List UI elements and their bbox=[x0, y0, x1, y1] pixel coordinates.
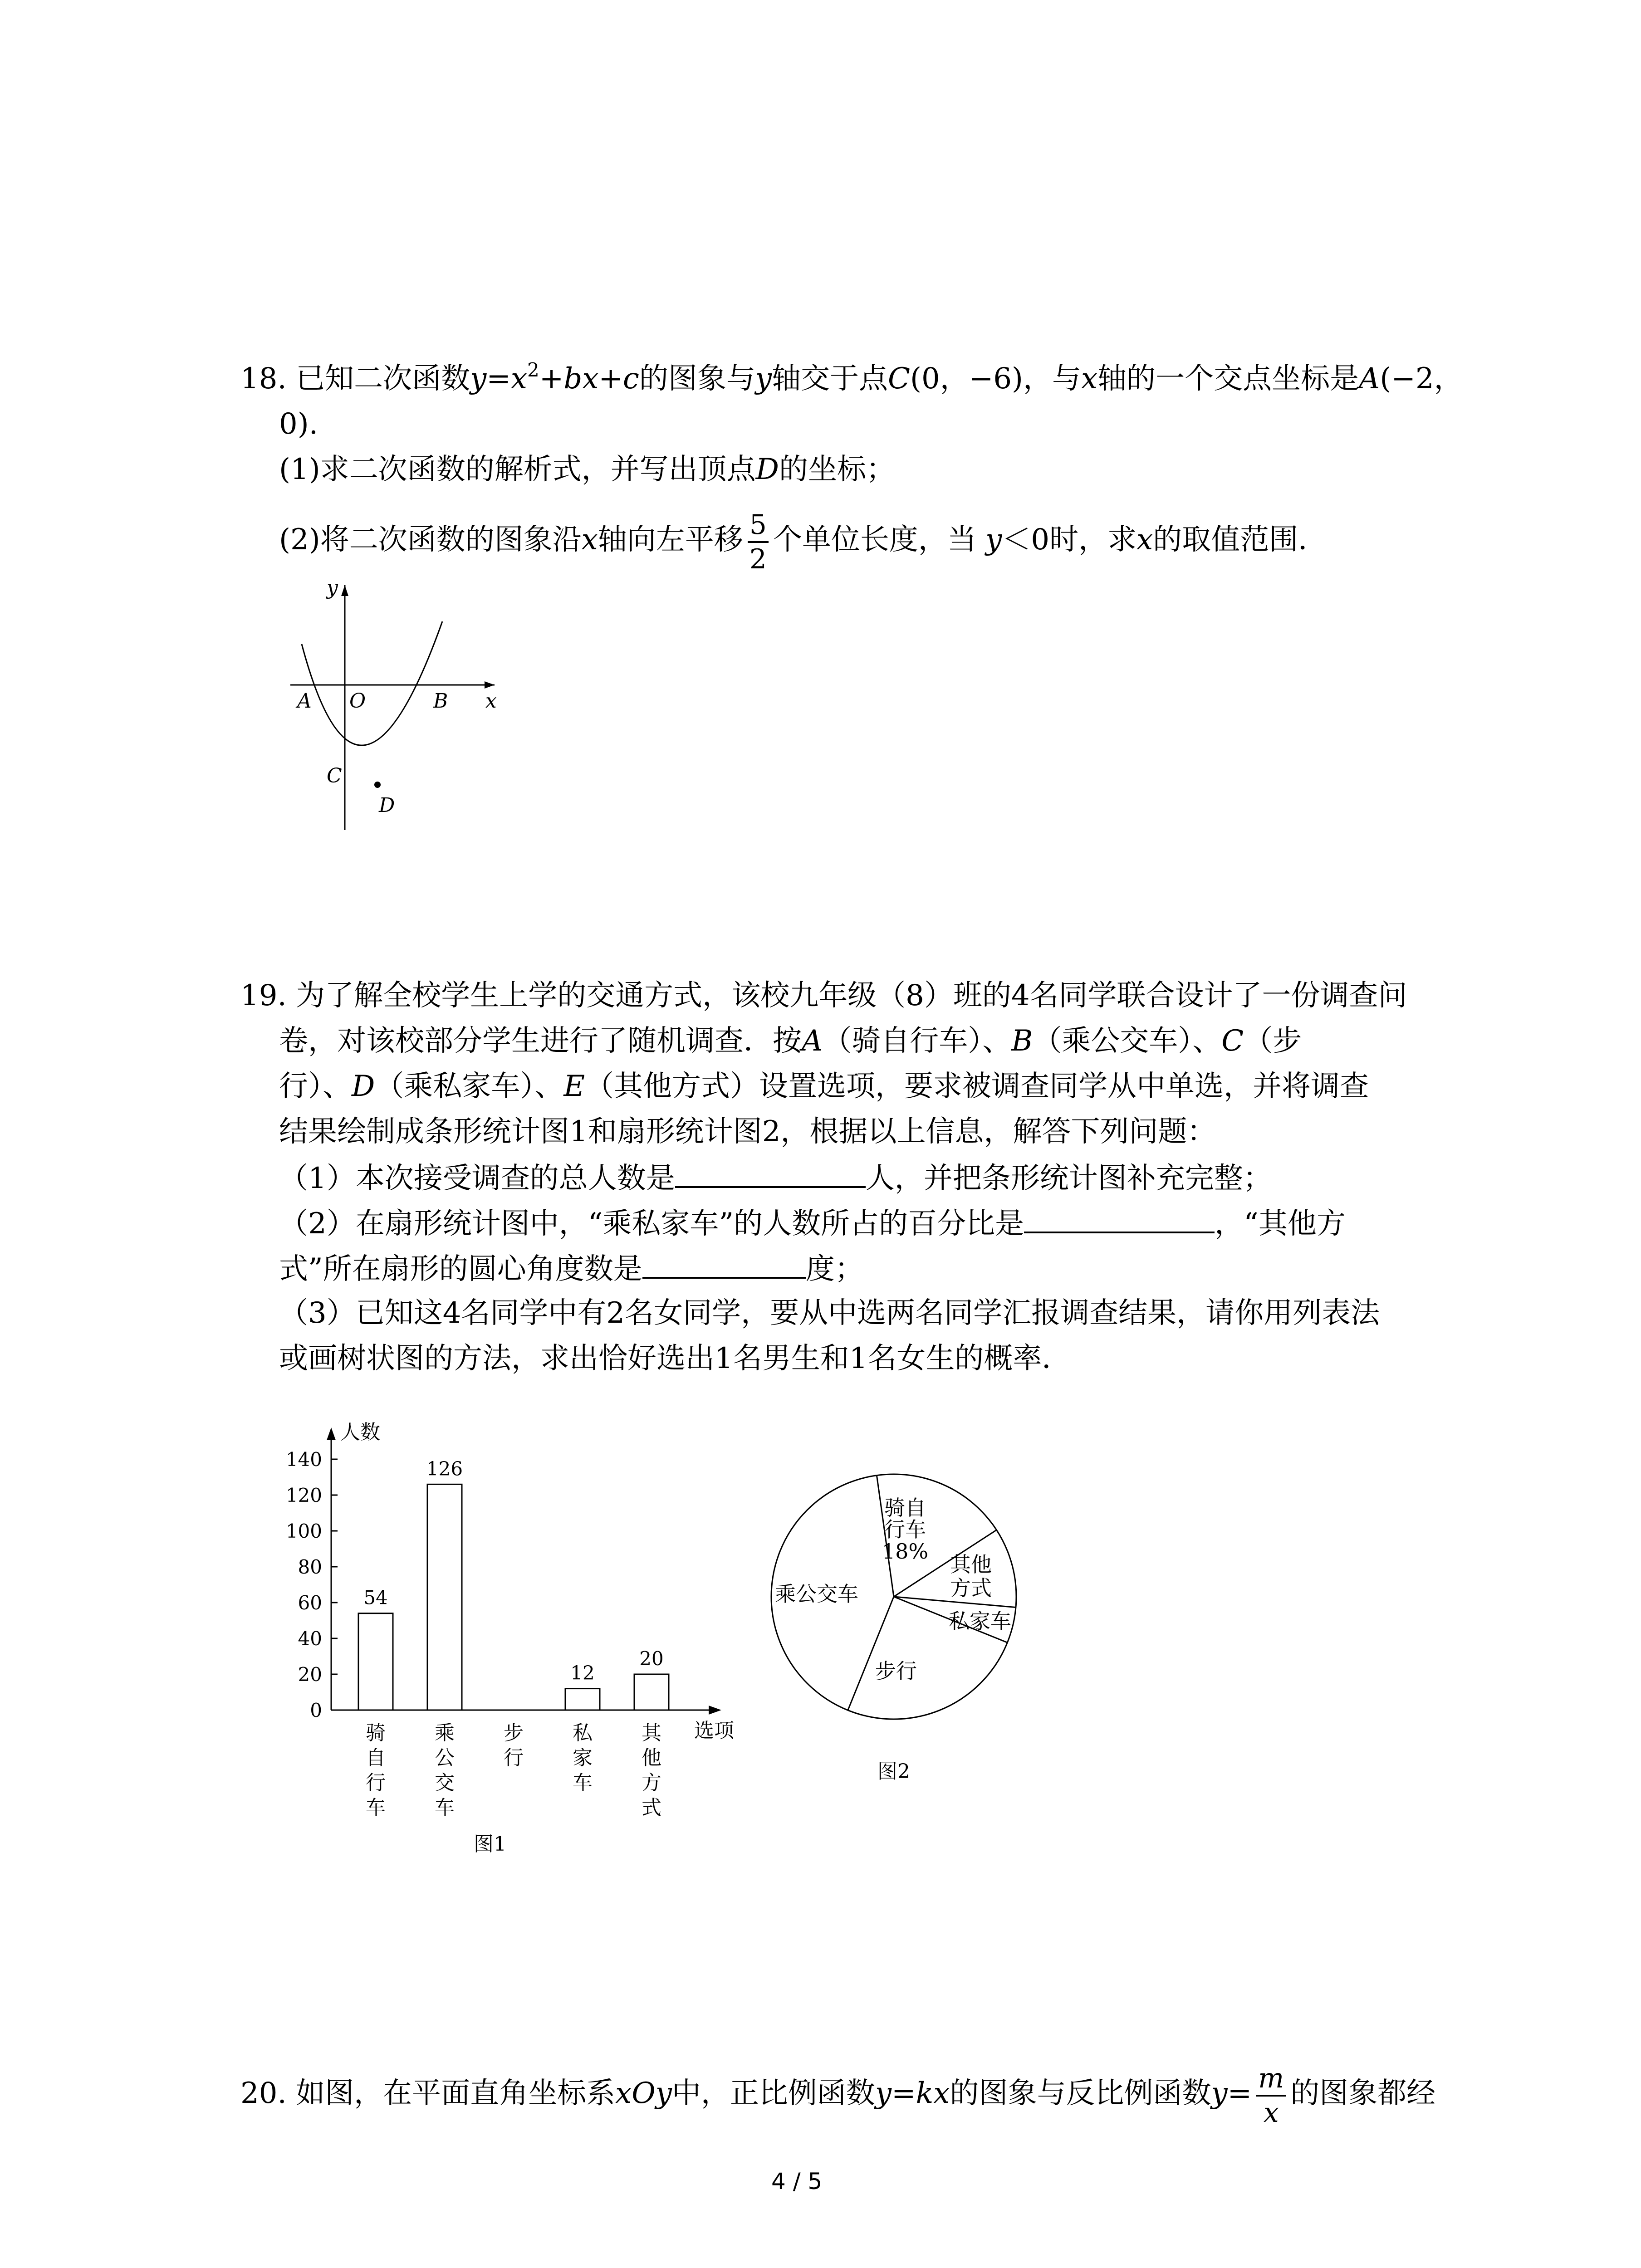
category-label: 他 bbox=[642, 1746, 661, 1769]
y-tick-label: 20 bbox=[298, 1663, 322, 1686]
category-label: 行 bbox=[366, 1771, 386, 1794]
y-tick-label: 100 bbox=[285, 1520, 322, 1542]
category-label: 家 bbox=[573, 1746, 593, 1769]
category-label: 车 bbox=[435, 1796, 455, 1819]
q20-line1: 20. 如图，在平面直角坐标系xOy中，正比例函数y=kx的图象与反比例函数y= $\frac{m}{x}$ 的图象都经 bbox=[240, 2062, 1436, 2129]
q18-part1: (1)求二次函数的解析式，并写出顶点D的坐标； bbox=[279, 453, 895, 486]
category-label: 方 bbox=[642, 1771, 661, 1794]
bar bbox=[565, 1689, 600, 1710]
pie-slice-label: 行车 bbox=[884, 1517, 926, 1542]
q18-line1: 18. 已知二次函数$y=x^2+bx+c$的图象与y轴交于点C(0，−6)，与x轴的一个交点坐标是A(−2， bbox=[240, 359, 1463, 396]
bar bbox=[358, 1613, 393, 1710]
bar-chart bbox=[254, 1397, 762, 1869]
y-tick-label: 80 bbox=[298, 1556, 322, 1578]
q19-part3-cont: 或画树状图的方法，求出恰好选出1名男生和1名女生的概率． bbox=[279, 1342, 1071, 1375]
pie-slice-label: 乘公交车 bbox=[775, 1582, 858, 1606]
category-label: 私 bbox=[573, 1721, 593, 1745]
q19-part2-cont: 式”所在扇形的圆心角度数是 度； bbox=[279, 1250, 864, 1287]
page-number: 4 / 5 bbox=[771, 2168, 823, 2195]
q19-line2: 卷，对该校部分学生进行了随机调查．按A（骑自行车）、B（乘公交车）、C（步 bbox=[279, 1024, 1302, 1058]
category-label: 步 bbox=[504, 1721, 524, 1745]
category-label: 行 bbox=[504, 1746, 524, 1769]
fig-label-A: A bbox=[297, 689, 312, 713]
q19-line4: 结果绘制成条形统计图1和扇形统计图2，根据以上信息，解答下列问题： bbox=[279, 1115, 1216, 1149]
bar bbox=[427, 1484, 462, 1710]
category-label: 车 bbox=[366, 1796, 386, 1819]
pie-slice-label: 方式 bbox=[950, 1576, 992, 1600]
category-label: 车 bbox=[573, 1771, 593, 1794]
category-label: 交 bbox=[435, 1771, 455, 1794]
bar-value-label: 20 bbox=[639, 1647, 664, 1670]
bar-value-label: 126 bbox=[426, 1457, 463, 1480]
fig-label-y: y bbox=[327, 576, 338, 599]
category-label: 其 bbox=[642, 1721, 661, 1745]
answer-blank-total[interactable] bbox=[675, 1159, 866, 1188]
y-axis-arrow bbox=[327, 1427, 336, 1440]
fig-label-B: B bbox=[433, 689, 448, 713]
fraction-m-over-x: $\frac{m}{x}$ bbox=[1256, 2065, 1286, 2126]
q19-line3: 行）、D（乘私家车）、E（其他方式）设置选项，要求被调查同学从中单选，并将调查 bbox=[279, 1070, 1369, 1103]
q19-part3: （3）已知这4名同学中有2名女同学，要从中选两名同学汇报调查结果，请你用列表法 bbox=[279, 1296, 1380, 1330]
pie-slice-label: 骑自 bbox=[884, 1496, 926, 1520]
category-label: 乘 bbox=[435, 1721, 455, 1745]
pie-slice-label: 其他 bbox=[950, 1552, 992, 1577]
q19-part1: （1）本次接受调查的总人数是 人，并把条形统计图补充完整； bbox=[279, 1159, 1272, 1197]
fraction-5-over-2: $\frac{5}{2}$ bbox=[748, 511, 769, 573]
y-tick-label: 140 bbox=[285, 1448, 322, 1471]
q19-part2: （2）在扇形统计图中，“乘私家车”的人数所占的百分比是 ，“其他方 bbox=[279, 1204, 1346, 1242]
q19-line1: 19. 为了解全校学生上学的交通方式，该校九年级（8）班的4名同学联合设计了一份调查问 bbox=[240, 979, 1407, 1012]
y-tick-label: 40 bbox=[298, 1628, 322, 1650]
y-tick-label: 60 bbox=[298, 1592, 322, 1614]
bar-value-label: 12 bbox=[570, 1662, 595, 1684]
q18-line2: 0). bbox=[279, 407, 318, 441]
parabola-figure bbox=[281, 576, 517, 839]
pie-slice-label: 私家车 bbox=[949, 1609, 1011, 1633]
y-axis-label: 人数 bbox=[340, 1421, 380, 1444]
answer-blank-percent[interactable] bbox=[1024, 1204, 1215, 1233]
fig-label-C: C bbox=[327, 764, 342, 787]
fig-label-x: x bbox=[485, 689, 497, 713]
category-label: 骑 bbox=[366, 1721, 386, 1745]
chart-title: 图2 bbox=[877, 1760, 910, 1783]
pie-slice-label: 步行 bbox=[875, 1659, 917, 1683]
pie-slice-boundary bbox=[848, 1597, 894, 1710]
chart-title: 图1 bbox=[474, 1833, 506, 1856]
category-label: 自 bbox=[366, 1746, 386, 1769]
x-axis-label: 选项 bbox=[694, 1719, 734, 1742]
bar bbox=[634, 1674, 669, 1710]
pie-chart bbox=[753, 1461, 1034, 1787]
x-axis-arrow bbox=[709, 1706, 721, 1715]
y-tick-label: 120 bbox=[285, 1484, 322, 1506]
category-label: 式 bbox=[642, 1796, 661, 1819]
fig-label-O: O bbox=[349, 689, 366, 713]
answer-blank-angle[interactable] bbox=[642, 1250, 806, 1279]
y-tick-label: 0 bbox=[310, 1699, 322, 1721]
fig-label-D: D bbox=[379, 794, 395, 817]
pie-slice-label: 18% bbox=[882, 1539, 929, 1564]
q18-part2: (2)将二次函数的图象沿x轴向左平移 $\frac{5}{2}$ 个单位长度，当 y＜0时，求x的取值范围． bbox=[279, 508, 1327, 575]
bar-value-label: 54 bbox=[363, 1586, 388, 1609]
category-label: 公 bbox=[435, 1746, 455, 1769]
